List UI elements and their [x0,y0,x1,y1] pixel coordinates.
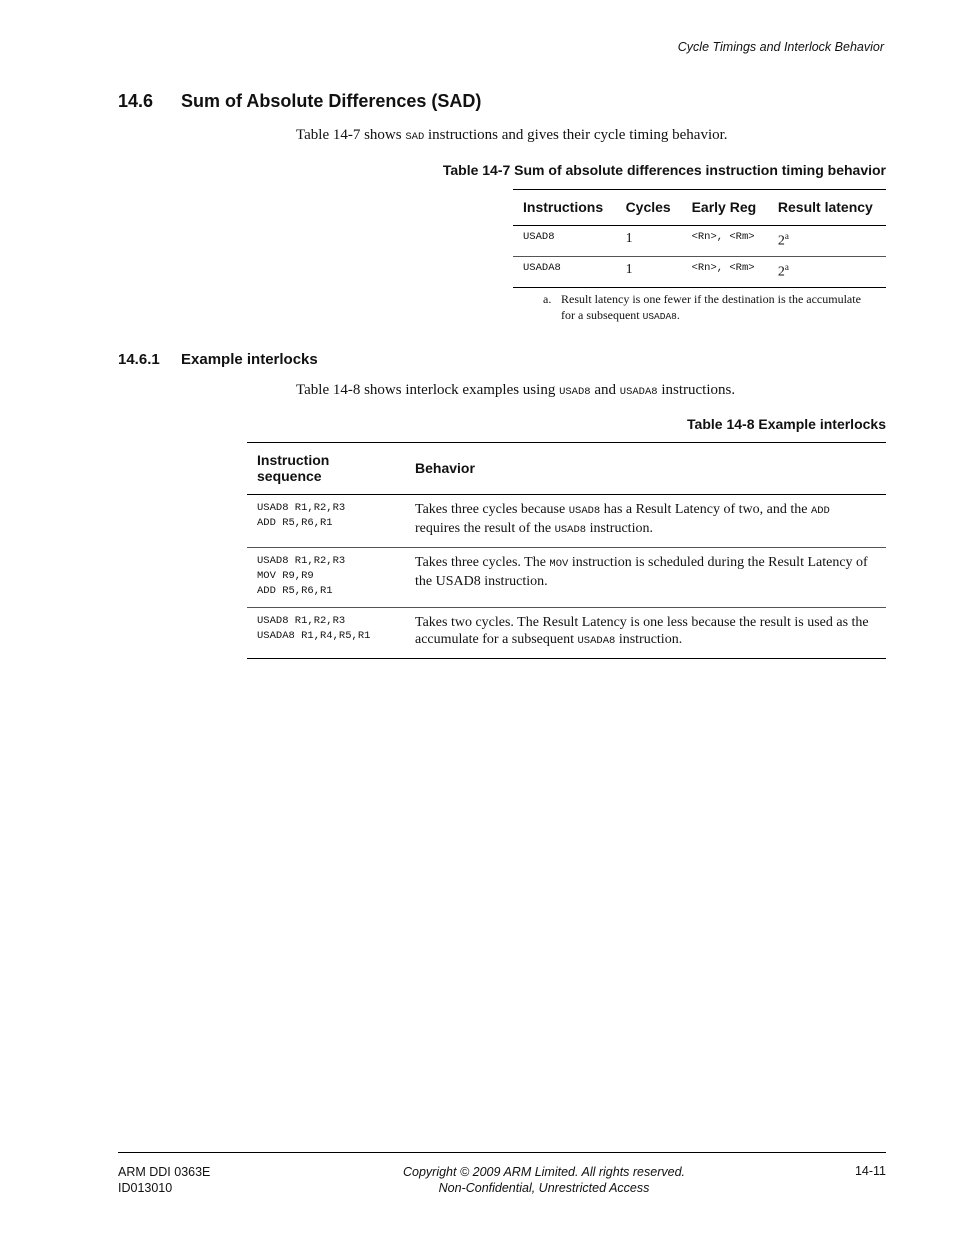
intro-1-text: Table 14-7 shows [296,127,406,143]
subsection-title [118,351,318,368]
footer-document-id [118,1164,210,1196]
table-row [513,257,886,288]
code-line: USAD8 R1,R2,R3 [257,502,346,514]
code-line: ADD R5,R6,R1 [257,585,333,597]
intro-2-code-1: USAD8 [559,386,591,398]
running-header: Cycle Timings and Interlock Behavior [677,40,884,54]
behavior-text: instruction. [586,521,653,536]
behavior-text: requires the result of the [415,521,555,536]
footnote-text-before: Result latency is one fewer if the destination is the accumulate for a subsequent [561,292,861,322]
footer-copyright [340,1164,748,1196]
table-2-header-behavior: Behavior [405,443,886,495]
table-1-header-instructions: Instructions [513,190,616,226]
early-reg-cell: <Rn>, <Rm> [682,257,768,288]
intro-2-text: Table 14-8 shows interlock examples using [296,382,560,398]
code-line: USAD8 R1,R2,R3 [257,615,346,627]
subsection-title-text: Example interlocks [181,351,318,368]
section-number: 14.6 [118,91,154,111]
sequence-cell [247,495,405,548]
footer-access-line: Non-Confidential, Unrestricted Access [438,1181,650,1195]
behavior-cell [405,495,886,548]
table-row [247,548,886,608]
behavior-text: Takes two cycles. The Result Latency is one less because the result is used as the accumulate for a subsequent [415,615,869,647]
intro-1-code: SAD [405,131,425,143]
footer-copyright-line: Copyright © 2009 ARM Limited. All rights reserved. [402,1165,685,1179]
behavior-cell [405,608,886,659]
table-1-caption: Table 14-7 Sum of absolute differences instruction timing behavior [442,162,886,178]
footer-divider [118,1152,886,1153]
table-2-header-sequence: Instruction sequence [247,443,405,495]
table-2-header-row [247,443,886,495]
behavior-text: instruction is scheduled during the Result Latency of the USAD8 instruction. [415,555,868,589]
behavior-code: USAD8 [568,505,601,517]
table-row [247,495,886,548]
cycles-cell: 1 [616,226,682,257]
section-title [118,91,481,112]
code-line: MOV R9,R9 [257,570,314,582]
page-number: 14-11 [854,1164,886,1178]
footer-doc-id: ID013010 [118,1181,173,1195]
sad-timing-table [513,189,886,288]
latency-cell [768,257,886,288]
latency-cell [768,226,886,257]
latency-value: 2 [777,233,785,249]
intro-paragraph-2 [296,382,735,399]
code-line: ADD R5,R6,R1 [257,517,333,529]
intro-2-text-middle: and [590,382,620,398]
footer-doc-number: ARM DDI 0363E [118,1165,211,1179]
behavior-text: Takes three cycles because [415,502,569,517]
code-line: USADA8 R1,R4,R5,R1 [257,630,371,642]
section-title-text: Sum of Absolute Differences (SAD) [181,91,482,111]
table-1-header-early-reg: Early Reg [682,190,768,226]
behavior-code: USAD8 [554,524,587,536]
early-reg-cell: <Rn>, <Rm> [682,226,768,257]
cycles-cell: 1 [616,257,682,288]
behavior-text: Takes three cycles. The [415,555,550,570]
instruction-cell: USAD8 [513,226,616,257]
behavior-cell [405,548,886,608]
example-interlocks-table [247,442,886,659]
behavior-text: instruction. [615,632,683,647]
instruction-cell: USADA8 [513,257,616,288]
behavior-text: has a Result Latency of two, and the [600,502,811,517]
footnote-mark: a [784,262,789,272]
sequence-cell [247,548,405,608]
table-2-caption: Table 14-8 Example interlocks [687,416,886,432]
intro-2-text-after: instructions. [657,382,736,398]
code-line: USAD8 R1,R2,R3 [257,555,346,567]
latency-value: 2 [777,264,785,280]
behavior-code: MOV [549,558,569,570]
footnote-code: USADA8 [642,311,677,322]
table-1-footnote [543,291,863,325]
intro-2-code-2: USADA8 [619,386,658,398]
footnote-label: a. [543,292,552,306]
table-1-header-cycles: Cycles [616,190,682,226]
intro-1-text-after: instructions and gives their cycle timing behavior. [424,127,728,143]
table-1-header-result-latency: Result latency [768,190,886,226]
table-1-header-row [513,190,886,226]
intro-paragraph-1 [296,127,728,144]
subsection-number: 14.6.1 [118,351,160,368]
behavior-code: USADA8 [577,635,616,647]
table-row [247,608,886,659]
footnote-text [561,291,863,325]
footnote-text-after: . [676,308,680,322]
sequence-cell [247,608,405,659]
behavior-code: ADD [810,505,830,517]
table-row [513,226,886,257]
footnote-mark: a [784,231,789,241]
